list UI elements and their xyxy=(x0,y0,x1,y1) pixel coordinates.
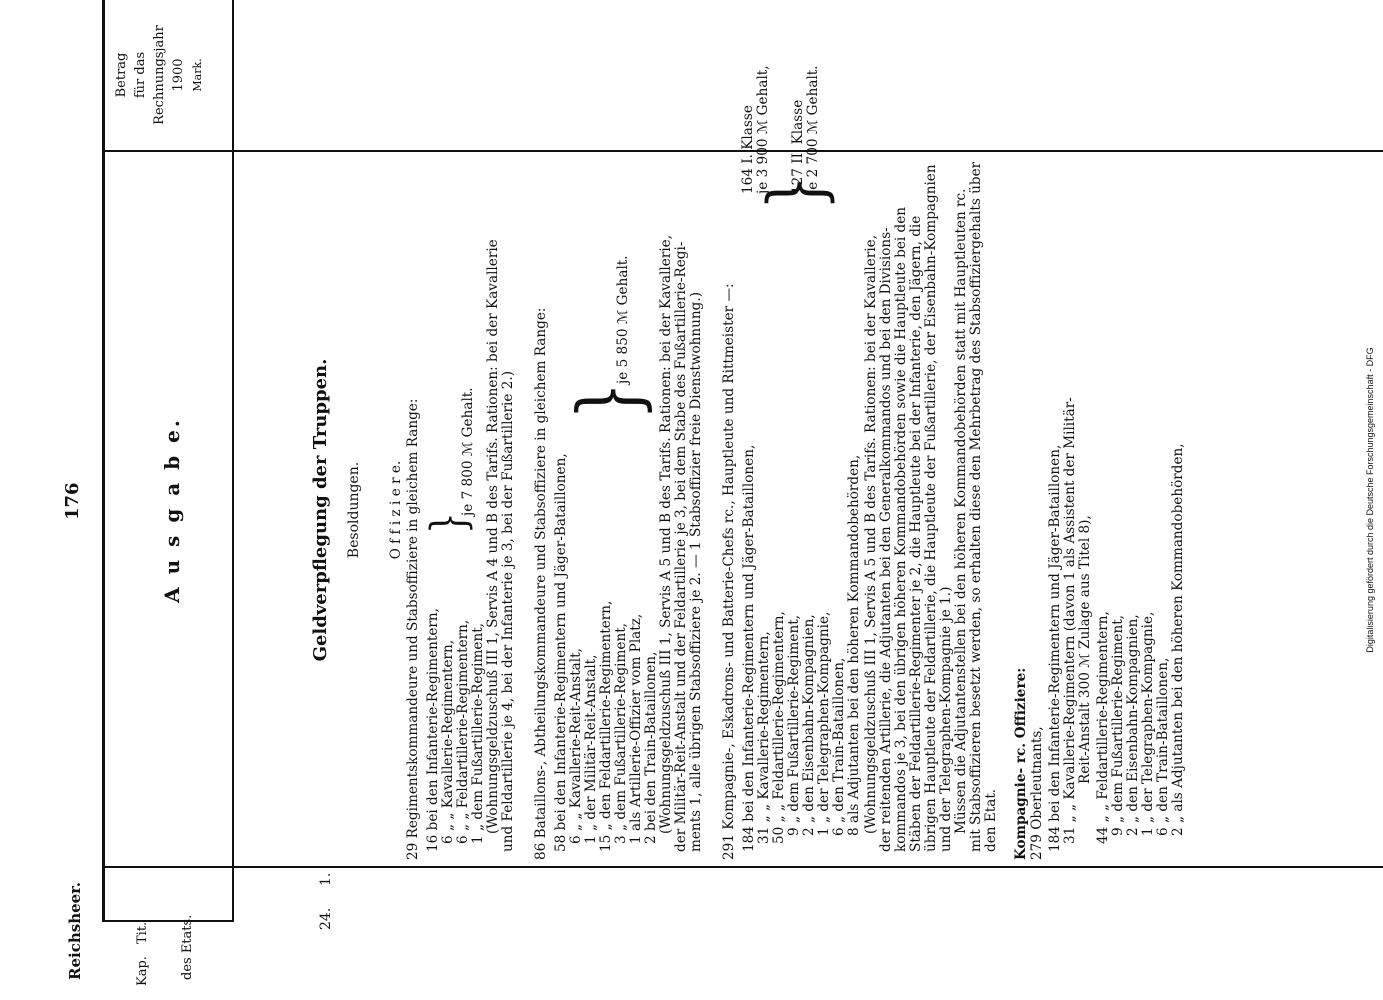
col-des-etats: des Etats. xyxy=(180,914,195,980)
text-line: 44 „ „ Feldartillerie-Regimentern, xyxy=(1095,611,1111,844)
text-line: 29 Regimentskommandeure und Stabsoffiziere in gleichem Range: xyxy=(405,398,421,860)
page-heading: A u s g a b e. xyxy=(160,417,184,603)
col-tit: Tit. xyxy=(135,921,150,944)
offiziere-heading: O f f i z i e r e. xyxy=(388,460,404,560)
text-line: 6 „ „ Feldartillerie-Regimentern, xyxy=(455,619,471,844)
header-top-rule xyxy=(102,0,105,922)
amount-column-header xyxy=(112,10,207,140)
text-line: ments 1, alle übrigen Stabsoffiziere je 2. — 1 Stabsoffizier freie Dienstwohnung.) xyxy=(688,291,704,852)
text-line: 1 als Artillerie-Offizier vom Platz, xyxy=(628,613,644,844)
text-line: 86 Bataillons-, Abtheilungskommandeure und Stabsoffiziere in gleichem Range: xyxy=(533,307,549,860)
brace-label-7800: je 7 800 ℳ Gehalt. xyxy=(460,387,476,516)
brace-label-5850: je 5 850 ℳ Gehalt. xyxy=(615,255,631,384)
text-line: 6 „ den Train-Bataillonen, xyxy=(831,657,847,836)
betrag-unit: Mark. xyxy=(191,58,204,92)
text-line: den Etat. xyxy=(983,788,999,852)
text-line: 184 bei den Infanterie-Regimentern und Jäger-Bataillonen, xyxy=(1047,444,1063,852)
text-line: 31 „ „ Kavallerie-Regimentern, xyxy=(756,631,772,844)
text-line: 2 „ als Adjutanten bei den höheren Kommandobehörden, xyxy=(1170,443,1186,836)
text-line: 6 „ „ Kavallerie-Regimentern, xyxy=(440,639,456,844)
section-heading: Geldverpflegung der Truppen. xyxy=(310,358,331,662)
betrag-label: Betrag xyxy=(114,52,129,98)
text-line: 184 bei den Infanterie-Regimentern und Jäger-Bataillonen, xyxy=(741,444,757,852)
text-line: 279 Oberleutnants, xyxy=(1029,726,1045,860)
col-kap: Kap. xyxy=(135,956,150,986)
text-line: 9 „ dem Fußartillerie-Regiment, xyxy=(786,615,802,836)
text-line: kommandos je 3, bei den übrigen höheren Kommandobehörden sowie die Hauptleute bei den xyxy=(893,206,909,852)
section-title: Reichsheer. xyxy=(66,882,84,980)
text-line: 3 „ dem Fußartillerie-Regiment, xyxy=(613,623,629,844)
text-line: 58 bei den Infanterie-Regimentern und Jäger-Bataillonen, xyxy=(553,453,569,852)
kap-number: 24. xyxy=(318,907,334,930)
subheading: Besoldungen. xyxy=(346,461,362,559)
page-number: 176 xyxy=(62,482,83,520)
text-line: 1 „ der Telegraphen-Kompagnie, xyxy=(816,611,832,836)
betrag-year: 1900 xyxy=(171,58,186,92)
header-bottom-rule xyxy=(232,0,234,922)
text-line: Kompagnie- rc. Offiziere: xyxy=(1013,667,1029,860)
text-line: mit Stabsoffizieren besetzt werden, so erhalten diese den Mehrbetrag des Stabsoffiziergehalts über xyxy=(968,161,984,852)
brace-label-klasse-2: 127 II. Klasse xyxy=(790,99,806,194)
text-line: der Militär-Reit-Anstalt und der Feldartillerie je 3, bei dem Stabe des Fußartillerie-Regi- xyxy=(673,241,689,852)
text-line: Müssen die Adjutantenstellen bei den höheren Kommandobehörden statt mit Hauptleuten rc. xyxy=(953,188,969,834)
text-line: 16 bei den Infanterie-Regimentern, xyxy=(425,608,441,852)
brace-label-2700: je 2 700 ℳ Gehalt. xyxy=(805,65,821,194)
text-line: und Feldartillerie je 4, bei der Infanterie je 3, bei der Fußartillerie 2.) xyxy=(500,370,516,852)
col-rule-left xyxy=(102,920,232,922)
text-line: (Wohnungsgeldzuschuß III 1, Servis A 4 und B des Tarifs. Rationen: bei der Kavallerie xyxy=(485,239,501,834)
digitization-credit: Digitalisierung gefördert durch die Deutsche Forschungsgemeinschaft - DFG xyxy=(1365,347,1375,653)
text-line: Reit-Anstalt 300 ℳ Zulage aus Titel 8), xyxy=(1077,515,1093,784)
text-line: 31 „ „ Kavallerie-Regimentern (davon 1 als Assistent der Militär- xyxy=(1062,397,1078,844)
text-line: 1 „ der Telegraphen-Kompagnie, xyxy=(1140,611,1156,836)
tit-number: 1. xyxy=(318,872,334,886)
brace-label-klasse-1: 164 I. Klasse xyxy=(740,105,756,194)
text-line: der reitenden Artillerie, die Adjutanten bei den Generalkommandos und bei den Divisions- xyxy=(878,227,894,852)
text-line: 2 „ den Eisenbahn-Kompagnien, xyxy=(801,614,817,836)
text-line: 9 „ dem Fußartillerie-Regiment, xyxy=(1110,615,1126,836)
text-line: 2 „ den Eisenbahn-Kompagnien, xyxy=(1125,614,1141,836)
text-line: (Wohnungsgeldzuschuß III 1, Servis A 5 und B des Tarifs. Rationen: bei der Kavallerie, xyxy=(863,234,879,834)
brace: } xyxy=(752,175,841,210)
brace: } xyxy=(421,512,477,534)
text-line: (Wohnungsgeldzuschuß III 1, Servis A 5 und B des Tarifs. Rationen: bei der Kavallerie, xyxy=(658,234,674,834)
text-line: 1 „ der Militär-Reit-Anstalt, xyxy=(583,654,599,844)
betrag-label-2: für das xyxy=(133,51,148,99)
text-line: übrigen Hauptleute der Feldartillerie, die Hauptleute der Fußartillerie, der Eisenbahn-Kompagnien xyxy=(923,164,939,852)
text-line: 6 „ „ Kavallerie-Reit-Anstalt, xyxy=(568,648,584,844)
text-line: 6 „ den Train-Bataillonen, xyxy=(1155,657,1171,836)
col-rule-kap xyxy=(102,866,1383,868)
text-line: 8 als Adjutanten bei den höheren Kommandobehörden, xyxy=(846,454,862,836)
text-line: 2 bei den Train-Bataillonen, xyxy=(643,651,659,844)
brace: } xyxy=(561,381,659,420)
betrag-label-3: Rechnungsjahr xyxy=(152,25,167,125)
text-line: Stäben der Feldartillerie-Regimenter je 2, die Hauptleute bei der Infanterie, den Jägern, die xyxy=(908,215,924,852)
text-line: und der Telegraphen-Kompagnie je 1.) xyxy=(938,586,954,852)
text-line: 1 „ dem Fußartillerie-Regiment, xyxy=(470,623,486,844)
text-line: 50 „ „ Feldartillerie-Regimentern, xyxy=(771,611,787,844)
text-line: 291 Kompagnie-, Eskadrons- und Batterie-Chefs rc., Hauptleute und Rittmeister —: xyxy=(721,283,737,860)
brace-label-3900: je 3 900 ℳ Gehalt, xyxy=(755,65,771,194)
text-line: 15 „ den Feldartillerie-Regimentern, xyxy=(598,600,614,852)
